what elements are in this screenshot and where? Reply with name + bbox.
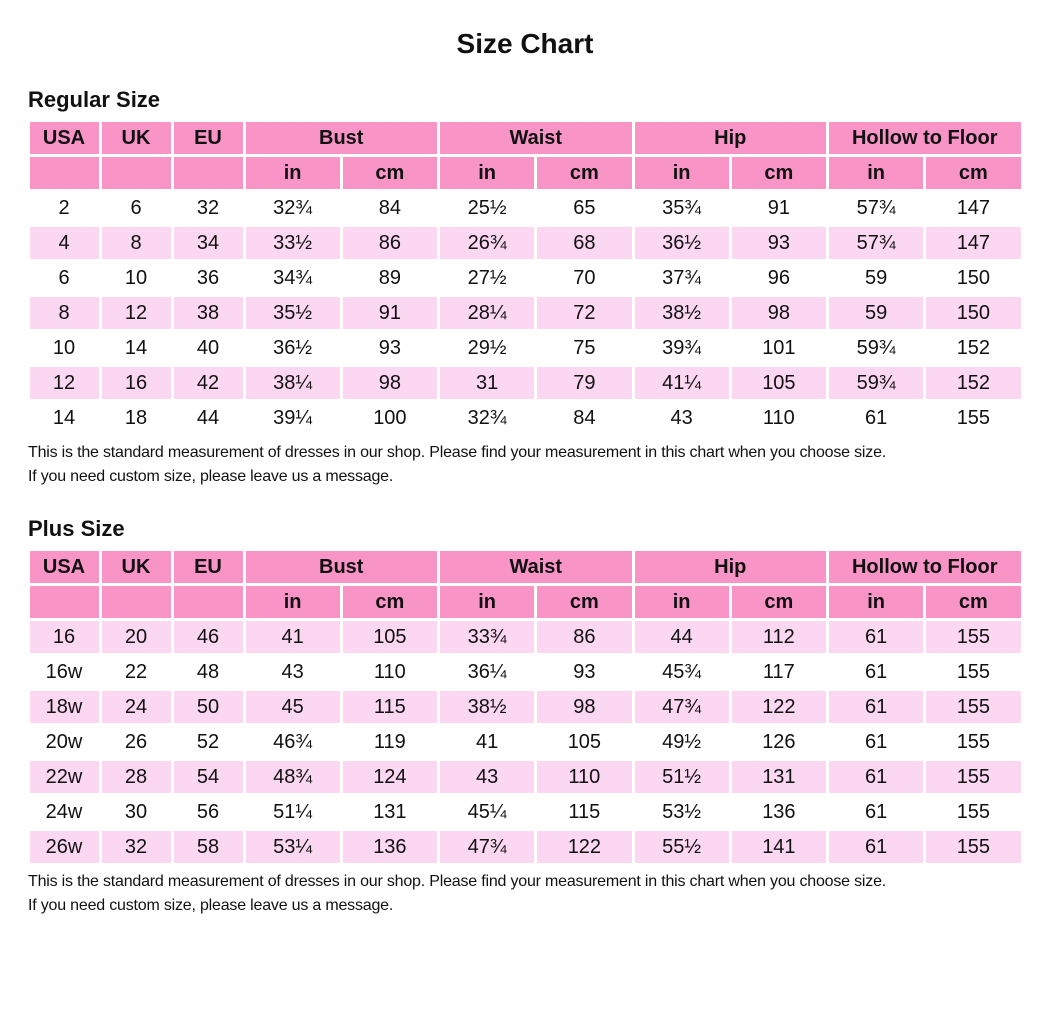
unit-header-hip-cm: cm bbox=[732, 157, 826, 189]
table-cell: 33¾ bbox=[440, 621, 534, 653]
table-cell: 26¾ bbox=[440, 227, 534, 259]
table-cell: 51¼ bbox=[246, 796, 340, 828]
table-cell: 150 bbox=[926, 297, 1020, 329]
table-cell: 61 bbox=[829, 796, 923, 828]
table-cell: 58 bbox=[174, 831, 243, 863]
plus-size-table-body bbox=[30, 621, 1021, 863]
table-header-row bbox=[30, 551, 1021, 583]
table-cell: 37¾ bbox=[635, 262, 729, 294]
table-cell: 61 bbox=[829, 831, 923, 863]
table-cell: 10 bbox=[30, 332, 99, 364]
table-cell: 18w bbox=[30, 691, 99, 723]
table-cell: 34 bbox=[174, 227, 243, 259]
table-cell: 89 bbox=[343, 262, 437, 294]
table-cell: 84 bbox=[537, 402, 631, 434]
col-header-waist: Waist bbox=[440, 551, 632, 583]
size-chart-page bbox=[0, 28, 1050, 918]
table-cell: 155 bbox=[926, 402, 1020, 434]
table-cell: 26 bbox=[102, 726, 171, 758]
table-cell: 28 bbox=[102, 761, 171, 793]
regular-size-table-body bbox=[30, 192, 1021, 434]
table-cell: 38¼ bbox=[246, 367, 340, 399]
note-line-1: This is the standard measurement of dresses in our shop. Please find your measurement in this chart when you choose size. bbox=[28, 873, 887, 890]
table-cell: 61 bbox=[829, 621, 923, 653]
col-header-eu: EU bbox=[174, 551, 243, 583]
regular-size-heading: Regular Size bbox=[28, 87, 161, 112]
table-cell: 39¼ bbox=[246, 402, 340, 434]
table-cell: 65 bbox=[537, 192, 631, 224]
table-row bbox=[30, 761, 1021, 793]
table-cell: 28¼ bbox=[440, 297, 534, 329]
table-cell: 42 bbox=[174, 367, 243, 399]
table-cell: 12 bbox=[30, 367, 99, 399]
table-row bbox=[30, 656, 1021, 688]
table-cell: 131 bbox=[343, 796, 437, 828]
table-units-row bbox=[30, 157, 1021, 189]
table-cell: 32¾ bbox=[246, 192, 340, 224]
table-cell: 56 bbox=[174, 796, 243, 828]
table-cell: 49½ bbox=[635, 726, 729, 758]
table-cell: 14 bbox=[102, 332, 171, 364]
table-cell: 124 bbox=[343, 761, 437, 793]
table-cell: 51½ bbox=[635, 761, 729, 793]
table-cell: 122 bbox=[537, 831, 631, 863]
table-cell: 61 bbox=[829, 761, 923, 793]
col-header-hollow-to-floor: Hollow to Floor bbox=[829, 122, 1021, 154]
empty-header-cell bbox=[102, 586, 171, 618]
table-cell: 25½ bbox=[440, 192, 534, 224]
table-cell: 18 bbox=[102, 402, 171, 434]
unit-header-bust-in: in bbox=[246, 586, 340, 618]
table-cell: 43 bbox=[440, 761, 534, 793]
table-cell: 79 bbox=[537, 367, 631, 399]
table-cell: 141 bbox=[732, 831, 826, 863]
table-cell: 36¼ bbox=[440, 656, 534, 688]
table-cell: 70 bbox=[537, 262, 631, 294]
table-cell: 117 bbox=[732, 656, 826, 688]
table-cell: 91 bbox=[732, 192, 826, 224]
table-cell: 20w bbox=[30, 726, 99, 758]
table-cell: 45¾ bbox=[635, 656, 729, 688]
table-header-row bbox=[30, 122, 1021, 154]
table-cell: 75 bbox=[537, 332, 631, 364]
table-cell: 136 bbox=[732, 796, 826, 828]
table-row bbox=[30, 402, 1021, 434]
table-cell: 44 bbox=[174, 402, 243, 434]
table-cell: 147 bbox=[926, 192, 1020, 224]
table-cell: 45¼ bbox=[440, 796, 534, 828]
table-cell: 36 bbox=[174, 262, 243, 294]
table-cell: 43 bbox=[246, 656, 340, 688]
empty-header-cell bbox=[102, 157, 171, 189]
table-cell: 46 bbox=[174, 621, 243, 653]
table-cell: 98 bbox=[732, 297, 826, 329]
table-cell: 54 bbox=[174, 761, 243, 793]
table-cell: 6 bbox=[102, 192, 171, 224]
table-cell: 38½ bbox=[635, 297, 729, 329]
table-cell: 16w bbox=[30, 656, 99, 688]
regular-table-head bbox=[30, 122, 1021, 189]
regular-size-table bbox=[27, 119, 1024, 437]
table-cell: 155 bbox=[926, 691, 1020, 723]
table-cell: 52 bbox=[174, 726, 243, 758]
col-header-uk: UK bbox=[102, 122, 171, 154]
table-cell: 44 bbox=[635, 621, 729, 653]
col-header-hip: Hip bbox=[635, 551, 827, 583]
table-cell: 68 bbox=[537, 227, 631, 259]
table-cell: 98 bbox=[537, 691, 631, 723]
table-cell: 147 bbox=[926, 227, 1020, 259]
table-cell: 61 bbox=[829, 726, 923, 758]
table-row bbox=[30, 726, 1021, 758]
unit-header-hip-cm: cm bbox=[732, 586, 826, 618]
unit-header-waist-in: in bbox=[440, 157, 534, 189]
unit-header-bust-in: in bbox=[246, 157, 340, 189]
table-cell: 32 bbox=[102, 831, 171, 863]
note-line-2: If you need custom size, please leave us a message. bbox=[28, 897, 394, 914]
table-cell: 59 bbox=[829, 297, 923, 329]
table-cell: 41 bbox=[440, 726, 534, 758]
empty-header-cell bbox=[30, 157, 99, 189]
table-cell: 59¾ bbox=[829, 367, 923, 399]
table-cell: 48¾ bbox=[246, 761, 340, 793]
table-cell: 61 bbox=[829, 656, 923, 688]
table-cell: 47¾ bbox=[440, 831, 534, 863]
table-cell: 53½ bbox=[635, 796, 729, 828]
table-cell: 43 bbox=[635, 402, 729, 434]
table-cell: 26w bbox=[30, 831, 99, 863]
table-cell: 115 bbox=[537, 796, 631, 828]
table-cell: 22w bbox=[30, 761, 99, 793]
table-cell: 155 bbox=[926, 796, 1020, 828]
table-cell: 38½ bbox=[440, 691, 534, 723]
table-cell: 98 bbox=[343, 367, 437, 399]
table-cell: 4 bbox=[30, 227, 99, 259]
table-cell: 126 bbox=[732, 726, 826, 758]
table-row bbox=[30, 192, 1021, 224]
table-cell: 41 bbox=[246, 621, 340, 653]
table-cell: 31 bbox=[440, 367, 534, 399]
table-cell: 16 bbox=[30, 621, 99, 653]
table-cell: 155 bbox=[926, 621, 1020, 653]
table-cell: 22 bbox=[102, 656, 171, 688]
table-cell: 33½ bbox=[246, 227, 340, 259]
table-cell: 61 bbox=[829, 691, 923, 723]
table-cell: 2 bbox=[30, 192, 99, 224]
table-cell: 59¾ bbox=[829, 332, 923, 364]
col-header-usa: USA bbox=[30, 551, 99, 583]
col-header-uk: UK bbox=[102, 551, 171, 583]
unit-header-bust-cm: cm bbox=[343, 586, 437, 618]
table-cell: 131 bbox=[732, 761, 826, 793]
table-cell: 86 bbox=[537, 621, 631, 653]
table-cell: 35¾ bbox=[635, 192, 729, 224]
table-cell: 47¾ bbox=[635, 691, 729, 723]
table-cell: 36½ bbox=[635, 227, 729, 259]
table-row bbox=[30, 262, 1021, 294]
table-cell: 24w bbox=[30, 796, 99, 828]
table-cell: 27½ bbox=[440, 262, 534, 294]
table-cell: 45 bbox=[246, 691, 340, 723]
col-header-bust: Bust bbox=[246, 122, 438, 154]
table-cell: 57¾ bbox=[829, 192, 923, 224]
table-cell: 155 bbox=[926, 761, 1020, 793]
col-header-usa: USA bbox=[30, 122, 99, 154]
unit-header-hip-in: in bbox=[635, 586, 729, 618]
table-cell: 105 bbox=[537, 726, 631, 758]
plus-table-head bbox=[30, 551, 1021, 618]
table-row bbox=[30, 227, 1021, 259]
col-header-bust: Bust bbox=[246, 551, 438, 583]
col-header-eu: EU bbox=[174, 122, 243, 154]
unit-header-waist-in: in bbox=[440, 586, 534, 618]
table-cell: 6 bbox=[30, 262, 99, 294]
table-cell: 12 bbox=[102, 297, 171, 329]
table-cell: 34¾ bbox=[246, 262, 340, 294]
table-cell: 20 bbox=[102, 621, 171, 653]
plus-size-table bbox=[27, 548, 1024, 866]
table-cell: 16 bbox=[102, 367, 171, 399]
table-cell: 112 bbox=[732, 621, 826, 653]
table-cell: 57¾ bbox=[829, 227, 923, 259]
table-cell: 24 bbox=[102, 691, 171, 723]
col-header-waist: Waist bbox=[440, 122, 632, 154]
note-line-2: If you need custom size, please leave us a message. bbox=[28, 468, 394, 485]
table-cell: 93 bbox=[343, 332, 437, 364]
table-cell: 105 bbox=[732, 367, 826, 399]
table-cell: 8 bbox=[30, 297, 99, 329]
table-cell: 150 bbox=[926, 262, 1020, 294]
table-cell: 48 bbox=[174, 656, 243, 688]
table-cell: 119 bbox=[343, 726, 437, 758]
table-cell: 59 bbox=[829, 262, 923, 294]
table-cell: 50 bbox=[174, 691, 243, 723]
plus-size-note bbox=[28, 870, 1050, 918]
unit-header-hollow-cm: cm bbox=[926, 157, 1020, 189]
table-cell: 72 bbox=[537, 297, 631, 329]
table-cell: 136 bbox=[343, 831, 437, 863]
empty-header-cell bbox=[30, 586, 99, 618]
unit-header-hollow-in: in bbox=[829, 586, 923, 618]
table-cell: 39¾ bbox=[635, 332, 729, 364]
table-row bbox=[30, 796, 1021, 828]
table-cell: 93 bbox=[732, 227, 826, 259]
regular-size-section bbox=[0, 87, 1050, 489]
table-row bbox=[30, 831, 1021, 863]
table-cell: 110 bbox=[732, 402, 826, 434]
table-cell: 46¾ bbox=[246, 726, 340, 758]
table-cell: 155 bbox=[926, 726, 1020, 758]
table-row bbox=[30, 297, 1021, 329]
table-cell: 115 bbox=[343, 691, 437, 723]
table-cell: 35½ bbox=[246, 297, 340, 329]
table-row bbox=[30, 691, 1021, 723]
table-cell: 101 bbox=[732, 332, 826, 364]
unit-header-hollow-cm: cm bbox=[926, 586, 1020, 618]
table-cell: 86 bbox=[343, 227, 437, 259]
table-cell: 152 bbox=[926, 367, 1020, 399]
unit-header-hip-in: in bbox=[635, 157, 729, 189]
col-header-hollow-to-floor: Hollow to Floor bbox=[829, 551, 1021, 583]
table-cell: 91 bbox=[343, 297, 437, 329]
table-cell: 100 bbox=[343, 402, 437, 434]
table-cell: 40 bbox=[174, 332, 243, 364]
table-cell: 55½ bbox=[635, 831, 729, 863]
table-cell: 152 bbox=[926, 332, 1020, 364]
table-cell: 41¼ bbox=[635, 367, 729, 399]
plus-size-section bbox=[0, 516, 1050, 918]
table-cell: 14 bbox=[30, 402, 99, 434]
table-cell: 110 bbox=[343, 656, 437, 688]
table-cell: 10 bbox=[102, 262, 171, 294]
table-row bbox=[30, 367, 1021, 399]
unit-header-hollow-in: in bbox=[829, 157, 923, 189]
table-cell: 8 bbox=[102, 227, 171, 259]
table-cell: 53¼ bbox=[246, 831, 340, 863]
table-row bbox=[30, 332, 1021, 364]
table-cell: 32 bbox=[174, 192, 243, 224]
unit-header-waist-cm: cm bbox=[537, 586, 631, 618]
table-row bbox=[30, 621, 1021, 653]
table-cell: 122 bbox=[732, 691, 826, 723]
col-header-hip: Hip bbox=[635, 122, 827, 154]
table-cell: 84 bbox=[343, 192, 437, 224]
table-cell: 29½ bbox=[440, 332, 534, 364]
empty-header-cell bbox=[174, 157, 243, 189]
table-cell: 105 bbox=[343, 621, 437, 653]
regular-size-note bbox=[28, 441, 1050, 489]
table-cell: 155 bbox=[926, 656, 1020, 688]
table-cell: 61 bbox=[829, 402, 923, 434]
table-units-row bbox=[30, 586, 1021, 618]
unit-header-bust-cm: cm bbox=[343, 157, 437, 189]
table-cell: 155 bbox=[926, 831, 1020, 863]
empty-header-cell bbox=[174, 586, 243, 618]
page-title: Size Chart bbox=[456, 28, 594, 59]
table-cell: 32¾ bbox=[440, 402, 534, 434]
plus-size-heading: Plus Size bbox=[28, 516, 125, 541]
table-cell: 110 bbox=[537, 761, 631, 793]
unit-header-waist-cm: cm bbox=[537, 157, 631, 189]
note-line-1: This is the standard measurement of dresses in our shop. Please find your measurement in this chart when you choose size. bbox=[28, 444, 887, 461]
table-cell: 30 bbox=[102, 796, 171, 828]
table-cell: 38 bbox=[174, 297, 243, 329]
table-cell: 93 bbox=[537, 656, 631, 688]
table-cell: 96 bbox=[732, 262, 826, 294]
table-cell: 36½ bbox=[246, 332, 340, 364]
